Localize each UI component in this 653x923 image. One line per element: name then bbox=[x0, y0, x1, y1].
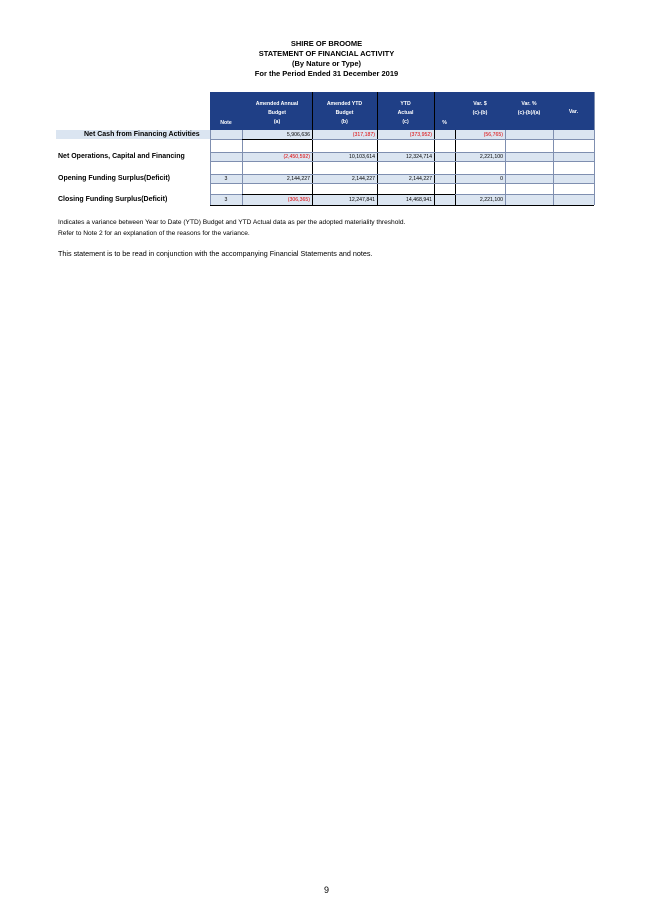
cell-ytd-budget: 10,103,614 bbox=[349, 153, 375, 160]
table-row bbox=[56, 194, 594, 205]
table-row bbox=[56, 152, 594, 161]
cell-var-dollar: (56,765) bbox=[483, 131, 503, 138]
row-label: Closing Funding Surplus(Deficit) bbox=[58, 196, 168, 203]
cell-var-dollar: 2,221,100 bbox=[479, 153, 503, 160]
page-number: 9 bbox=[323, 885, 329, 895]
report-title: STATEMENT OF FINANCIAL ACTIVITY bbox=[258, 49, 395, 58]
cell-annual: 5,906,636 bbox=[286, 131, 310, 138]
col-amended-annual: Amended Annual Budget (a) bbox=[242, 92, 312, 130]
cell-note: 3 bbox=[224, 175, 228, 182]
col-ytd-actual: YTD Actual (c) bbox=[377, 92, 434, 130]
cell-ytd-actual: 14,468,941 bbox=[406, 196, 432, 203]
row-band bbox=[210, 139, 594, 152]
col-pct: % bbox=[434, 92, 455, 130]
cell-ytd-actual: 12,324,714 bbox=[406, 153, 432, 160]
cell-ytd-budget: 2,144,227 bbox=[351, 175, 375, 182]
report-subtitle: (By Nature or Type) bbox=[291, 59, 362, 68]
cell-annual: 2,144,227 bbox=[286, 175, 310, 182]
col-var: Var. bbox=[553, 92, 594, 130]
report-period: For the Period Ended 31 December 2019 bbox=[254, 69, 399, 78]
col-note: Note bbox=[210, 92, 242, 130]
statement-note: This statement is to be read in conjunction with the accompanying Financial Statements and notes. bbox=[58, 249, 373, 258]
cell-ytd-actual: 2,144,227 bbox=[408, 175, 432, 182]
report-header bbox=[0, 39, 653, 79]
cell-ytd-budget: 12,247,841 bbox=[349, 196, 375, 203]
cell-note: 3 bbox=[224, 196, 228, 203]
table-row bbox=[56, 174, 594, 183]
footnote-variance: Indicates a variance between Year to Date (YTD) Budget and YTD Actual data as per the adopted materiality threshold. bbox=[58, 219, 406, 226]
table-row bbox=[56, 130, 594, 139]
cell-var-dollar: 0 bbox=[500, 175, 503, 182]
cell-ytd-actual: (373,952) bbox=[409, 131, 432, 138]
cell-var-dollar: 2,221,100 bbox=[479, 196, 503, 203]
footnotes bbox=[58, 217, 405, 239]
col-var-dollar: Var. $ (c)-(b) bbox=[455, 92, 505, 130]
cell-annual: (306,365) bbox=[287, 196, 310, 203]
cell-ytd-budget: (317,187) bbox=[352, 131, 375, 138]
row-label: Net Operations, Capital and Financing bbox=[58, 153, 185, 160]
footnote-note-ref: Refer to Note 2 for an explanation of the reasons for the variance. bbox=[58, 230, 250, 237]
row-label: Net Cash from Financing Activities bbox=[84, 131, 200, 138]
col-var-pct: Var. % (c)-(b)/(a) bbox=[505, 92, 553, 130]
col-amended-ytd: Amended YTD Budget (b) bbox=[312, 92, 377, 130]
org-name: SHIRE OF BROOME bbox=[290, 39, 363, 48]
cell-annual: (2,450,592) bbox=[283, 153, 310, 160]
row-label: Opening Funding Surplus(Deficit) bbox=[58, 175, 170, 182]
